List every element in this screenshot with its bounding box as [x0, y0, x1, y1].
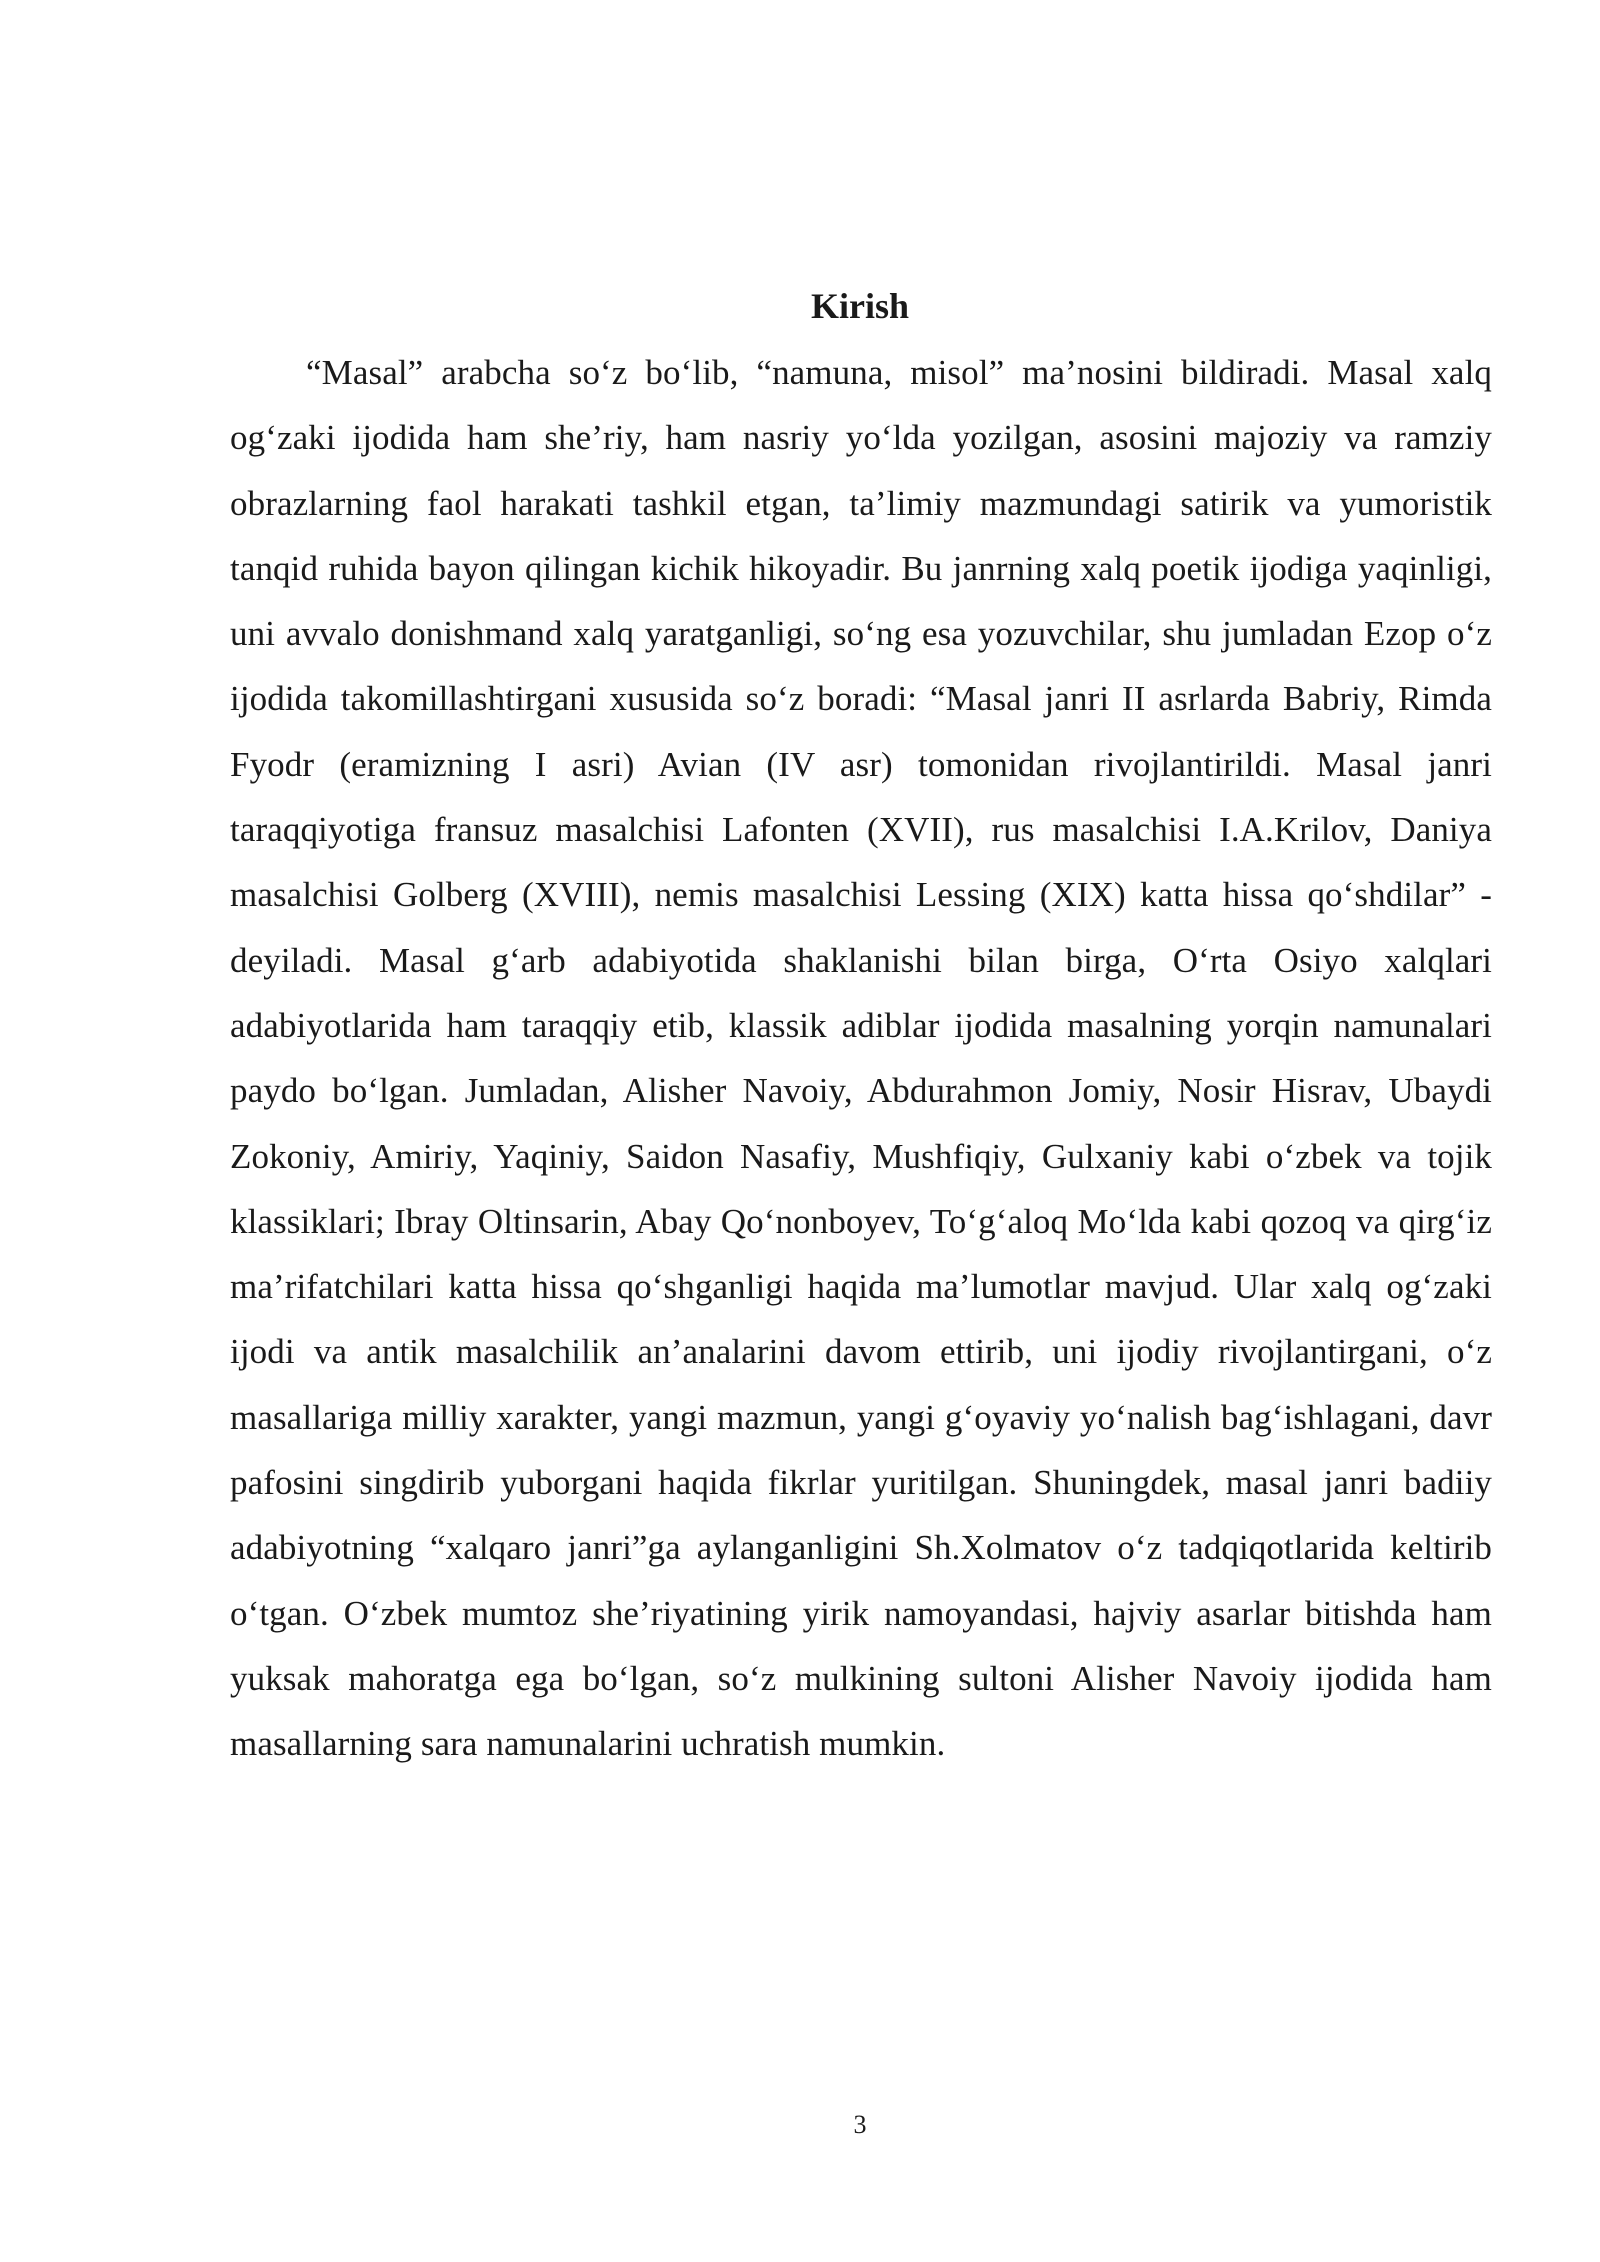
page-number: 3	[853, 2110, 867, 2139]
body-paragraph: “Masal” arabcha so‘z bo‘lib, “namuna, misol” ma’nosini bildiradi. Masal xalq og‘zaki ijodida ham she’riy, ham nasriy yo‘lda yozilgan, asosini majoziy va ramziy obrazlarning faol harakati tashkil etgan, ta’limiy mazmundagi satirik va yumoristik tanqid ruhida bayon qilingan kichik hikoyadir. Bu janrning xalq poetik ijodiga yaqinligi, uni avvalo donishmand xalq yaratganligi, so‘ng esa yozuvchilar, shu jumladan Ezop o‘z ijodida takomillashtirgani xususida so‘z boradi: “Masal janri II asrlarda Babriy, Rimda Fyodr (eramizning I asri) Avian (IV asr) tomonidan rivojlantirildi. Masal janri taraqqiyotiga fransuz masalchisi Lafonten (XVII), rus masalchisi I.A.Krilov, Daniya masalchisi Golberg (XVIII), nemis masalchisi Lessing (XIX) katta hissa qo‘shdilar” - deyiladi. Masal g‘arb adabiyotida shaklanishi bilan birga, O‘rta Osiyo xalqlari adabiyotlarida ham taraqqiy etib, klassik adiblar ijodida masalning yorqin namunalari paydo bo‘lgan. Jumladan, Alisher Navoiy, Abdurahmon Jomiy, Nosir Hisrav, Ubaydi Zokoniy, Amiriy, Yaqiniy, Saidon Nasafiy, Mushfiqiy, Gulxaniy kabi o‘zbek va tojik klassiklari; Ibray Oltinsarin, Abay Qo‘nonboyev, To‘g‘aloq Mo‘lda kabi qozoq va qirg‘iz ma’rifatchilari katta hissa qo‘shganligi haqida ma’lumotlar mavjud. Ular xalq og‘zaki ijodi va antik masalchilik an’analarini davom ettirib, uni ijodiy rivojlantirgani, o‘z masallariga milliy xarakter, yangi mazmun, yangi g‘oyaviy yo‘nalish bag‘ishlagani, davr pafosini singdirib yuborgani haqida fikrlar yuritilgan. Shuningdek, masal janri badiiy adabiyotning “xalqaro janri”ga aylanganligini Sh.Xolmatov o‘z tadqiqotlarida keltirib o‘tgan. O‘zbek mumtoz she’riyatining yirik namoyandasi, hajviy asarlar bitishda ham yuksak mahoratga ega bo‘lgan, so‘z mulkining sultoni Alisher Navoiy ijodida ham masallarning sara namunalarini uchratish mumkin.	[230, 353, 1492, 1764]
section-heading: Kirish	[810, 286, 909, 326]
